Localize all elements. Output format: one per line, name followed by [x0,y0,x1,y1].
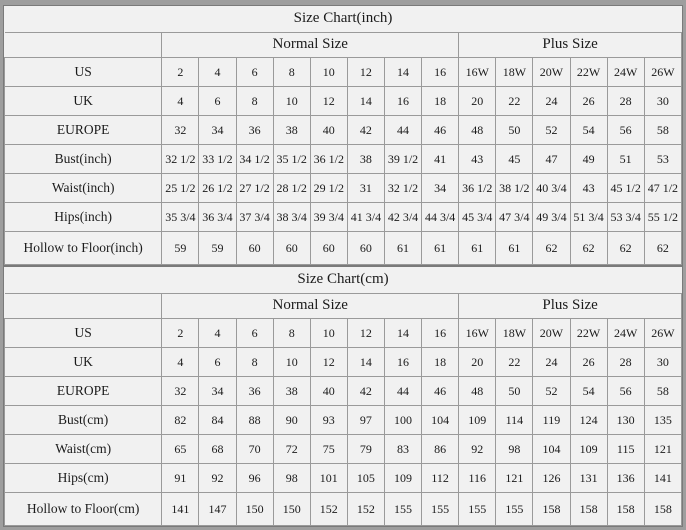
cell: 47 [533,145,570,174]
cell: 20 [459,348,496,377]
cell: 136 [607,464,644,493]
cell: 8 [273,319,310,348]
cell: 116 [459,464,496,493]
cell: 6 [199,87,236,116]
cell: 53 [644,145,681,174]
cell: 150 [236,493,273,526]
cell: 126 [533,464,570,493]
cell: 12 [347,319,384,348]
cell: 104 [533,435,570,464]
chart-title-row [5,267,682,294]
cell: 60 [273,232,310,265]
cell: 56 [607,116,644,145]
cell: 50 [496,116,533,145]
cell: 61 [422,232,459,265]
cell: 59 [199,232,236,265]
cell: 38 1/2 [496,174,533,203]
cell: 60 [310,232,347,265]
cell: 38 [273,377,310,406]
cell: 152 [347,493,384,526]
table-row [5,406,682,435]
cell: 141 [162,493,199,526]
cell: 24 [533,87,570,116]
row-label: Hollow to Floor(cm) [5,493,162,526]
cell: 91 [162,464,199,493]
cell: 61 [384,232,421,265]
cell: 39 1/2 [384,145,421,174]
cell: 31 [347,174,384,203]
table-row [5,348,682,377]
cell: 83 [384,435,421,464]
cell: 30 [644,87,681,116]
cell: 40 [310,116,347,145]
cell: 24W [607,58,644,87]
row-label: Waist(inch) [5,174,162,203]
table-row [5,116,682,145]
cell: 90 [273,406,310,435]
table-row [5,435,682,464]
cell: 10 [273,87,310,116]
row-label: Bust(inch) [5,145,162,174]
cell: 84 [199,406,236,435]
cell: 62 [644,232,681,265]
cell: 24W [607,319,644,348]
cell: 52 [533,377,570,406]
cell: 61 [496,232,533,265]
group-header-row [5,294,682,319]
row-label: EUROPE [5,377,162,406]
cell: 32 [162,116,199,145]
cell: 47 1/2 [644,174,681,203]
cell: 75 [310,435,347,464]
cell: 6 [236,58,273,87]
cell: 18 [422,348,459,377]
cell: 4 [199,319,236,348]
cell: 45 3/4 [459,203,496,232]
cell: 58 [644,377,681,406]
cell: 37 3/4 [236,203,273,232]
cell: 44 [384,116,421,145]
cell: 46 [422,377,459,406]
cell: 65 [162,435,199,464]
cell: 41 [422,145,459,174]
cell: 62 [570,232,607,265]
cell: 6 [236,319,273,348]
cell: 130 [607,406,644,435]
cell: 121 [496,464,533,493]
cell: 51 [607,145,644,174]
cell: 20 [459,87,496,116]
cell: 26W [644,319,681,348]
cell: 36 3/4 [199,203,236,232]
table-row [5,87,682,116]
cell: 158 [533,493,570,526]
cell: 119 [533,406,570,435]
cell: 26 [570,87,607,116]
cell: 51 3/4 [570,203,607,232]
cell: 34 [422,174,459,203]
cell: 22W [570,319,607,348]
table-row [5,174,682,203]
table-row [5,145,682,174]
cell: 8 [236,348,273,377]
group-header-plus: Plus Size [459,294,682,319]
cell: 10 [273,348,310,377]
corner-cell [5,33,162,58]
row-label: UK [5,348,162,377]
cell: 50 [496,377,533,406]
cell: 18 [422,87,459,116]
cell: 96 [236,464,273,493]
cell: 56 [607,377,644,406]
cell: 26 [570,348,607,377]
cell: 53 3/4 [607,203,644,232]
cell: 114 [496,406,533,435]
group-header-normal: Normal Size [162,294,459,319]
cell: 32 [162,377,199,406]
cell: 158 [607,493,644,526]
cell: 30 [644,348,681,377]
cell: 60 [236,232,273,265]
cell: 14 [384,58,421,87]
cell: 16W [459,58,496,87]
page-title: Size Chart(inch) [5,6,682,33]
cell: 72 [273,435,310,464]
cell: 101 [310,464,347,493]
cell: 155 [384,493,421,526]
cell: 14 [384,319,421,348]
cell: 158 [644,493,681,526]
cell: 44 [384,377,421,406]
cell: 38 3/4 [273,203,310,232]
cell: 62 [607,232,644,265]
cell: 59 [162,232,199,265]
cell: 16 [384,87,421,116]
size-chart-cm-table [4,267,682,526]
cell: 135 [644,406,681,435]
cell: 92 [459,435,496,464]
cell: 16 [422,319,459,348]
cell: 54 [570,377,607,406]
cell: 54 [570,116,607,145]
cell: 36 [236,116,273,145]
table-row [5,493,682,526]
cell: 36 [236,377,273,406]
cell: 42 [347,116,384,145]
cell: 109 [570,435,607,464]
row-label: Hips(inch) [5,203,162,232]
cell: 20W [533,319,570,348]
cell: 39 3/4 [310,203,347,232]
cell: 26W [644,58,681,87]
cell: 48 [459,377,496,406]
cell: 49 [570,145,607,174]
cell: 12 [310,87,347,116]
corner-cell [5,294,162,319]
cell: 6 [199,348,236,377]
row-label: Bust(cm) [5,406,162,435]
cell: 34 [199,116,236,145]
chart-title-row [5,6,682,33]
cell: 38 [347,145,384,174]
cell: 24 [533,348,570,377]
cell: 29 1/2 [310,174,347,203]
cell: 12 [347,58,384,87]
cell: 14 [347,87,384,116]
group-header-normal: Normal Size [162,33,459,58]
size-chart-cm [3,266,683,527]
cell: 61 [459,232,496,265]
cell: 49 3/4 [533,203,570,232]
cell: 155 [459,493,496,526]
row-label: Hips(cm) [5,464,162,493]
cell: 45 1/2 [607,174,644,203]
cell: 42 [347,377,384,406]
cell: 97 [347,406,384,435]
cell: 18W [496,58,533,87]
cell: 112 [422,464,459,493]
cell: 62 [533,232,570,265]
cell: 47 3/4 [496,203,533,232]
cell: 34 [199,377,236,406]
row-label: EUROPE [5,116,162,145]
row-label: US [5,319,162,348]
cell: 44 3/4 [422,203,459,232]
cell: 40 3/4 [533,174,570,203]
cell: 92 [199,464,236,493]
cell: 60 [347,232,384,265]
cell: 158 [570,493,607,526]
cell: 35 1/2 [273,145,310,174]
table-row [5,464,682,493]
cell: 70 [236,435,273,464]
cell: 4 [162,348,199,377]
cell: 100 [384,406,421,435]
cell: 28 [607,348,644,377]
cell: 115 [607,435,644,464]
table-row [5,232,682,265]
table-row [5,377,682,406]
size-chart-inch [3,5,683,266]
row-label: US [5,58,162,87]
cell: 26 1/2 [199,174,236,203]
cell: 86 [422,435,459,464]
cell: 33 1/2 [199,145,236,174]
cell: 34 1/2 [236,145,273,174]
table-row [5,203,682,232]
cell: 141 [644,464,681,493]
row-label: Hollow to Floor(inch) [5,232,162,265]
cell: 124 [570,406,607,435]
cell: 155 [422,493,459,526]
cell: 12 [310,348,347,377]
cell: 32 1/2 [384,174,421,203]
cell: 16 [384,348,421,377]
cell: 98 [496,435,533,464]
cell: 43 [459,145,496,174]
cell: 105 [347,464,384,493]
group-header-plus: Plus Size [459,33,682,58]
cell: 25 1/2 [162,174,199,203]
cell: 46 [422,116,459,145]
cell: 14 [347,348,384,377]
cell: 38 [273,116,310,145]
cell: 2 [162,58,199,87]
cell: 98 [273,464,310,493]
size-chart-inch-table [4,6,682,265]
cell: 10 [310,319,347,348]
page-title: Size Chart(cm) [5,267,682,294]
cell: 55 1/2 [644,203,681,232]
cell: 32 1/2 [162,145,199,174]
cell: 109 [459,406,496,435]
cell: 155 [496,493,533,526]
cell: 109 [384,464,421,493]
cell: 52 [533,116,570,145]
cell: 36 1/2 [310,145,347,174]
cell: 36 1/2 [459,174,496,203]
cell: 10 [310,58,347,87]
cell: 16 [422,58,459,87]
cell: 20W [533,58,570,87]
cell: 40 [310,377,347,406]
cell: 28 [607,87,644,116]
cell: 16W [459,319,496,348]
cell: 152 [310,493,347,526]
cell: 82 [162,406,199,435]
cell: 43 [570,174,607,203]
cell: 22W [570,58,607,87]
cell: 35 3/4 [162,203,199,232]
row-label: UK [5,87,162,116]
cell: 150 [273,493,310,526]
cell: 79 [347,435,384,464]
cell: 8 [236,87,273,116]
cell: 22 [496,348,533,377]
cell: 2 [162,319,199,348]
cell: 27 1/2 [236,174,273,203]
cell: 18W [496,319,533,348]
cell: 88 [236,406,273,435]
cell: 121 [644,435,681,464]
cell: 42 3/4 [384,203,421,232]
table-row [5,319,682,348]
cell: 4 [162,87,199,116]
cell: 68 [199,435,236,464]
cell: 104 [422,406,459,435]
cell: 22 [496,87,533,116]
table-row [5,58,682,87]
row-label: Waist(cm) [5,435,162,464]
cell: 4 [199,58,236,87]
cell: 93 [310,406,347,435]
cell: 8 [273,58,310,87]
cell: 41 3/4 [347,203,384,232]
cell: 48 [459,116,496,145]
cell: 58 [644,116,681,145]
cell: 147 [199,493,236,526]
group-header-row [5,33,682,58]
cell: 131 [570,464,607,493]
cell: 45 [496,145,533,174]
cell: 28 1/2 [273,174,310,203]
